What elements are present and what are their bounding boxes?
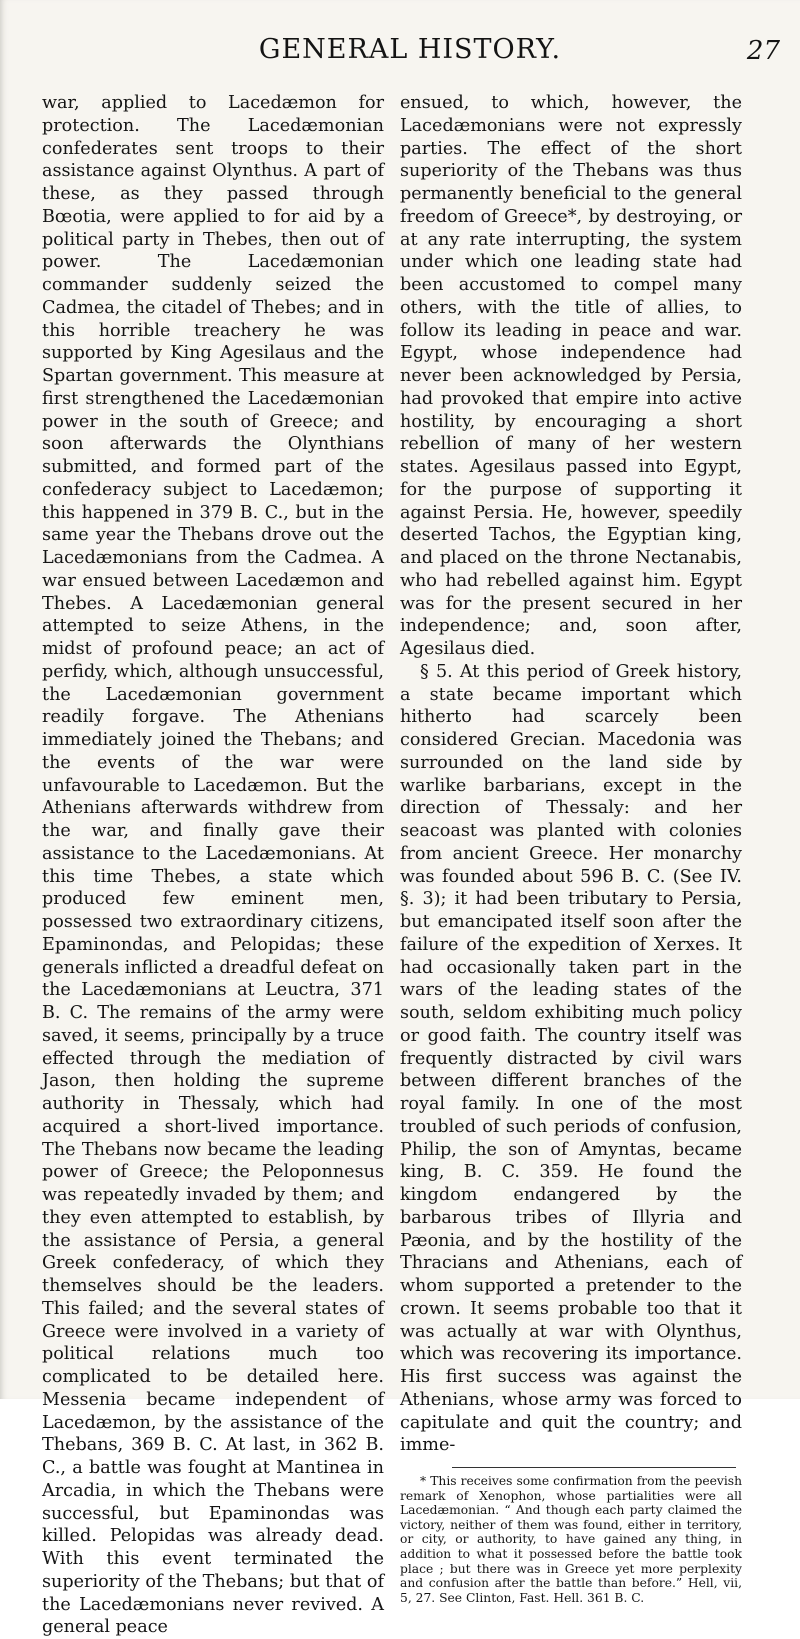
page-header bbox=[40, 34, 780, 74]
footnote-rule bbox=[452, 1467, 736, 1468]
paragraph: § 5. At this period of Greek history, a state became important which hitherto had scarcely been considered Grecian. Macedonia was surrounded on the land side by warlike barbarians, except in the direction of Thessaly: and her seacoast was planted with colonies from ancient Greece. Her monarchy was founded about 596 B. C. (See IV. §. 3); it had been tributary to Persia, but emancipated itself soon after the failure of the expedition of Xerxes. It had occasionally taken part in the wars of the leading states of the south, seldom exhibiting much policy or good faith. The country itself was frequently distracted by civil wars between different branches of the royal family. In one of the most troubled of such periods of confusion, Philip, the son of Amyntas, became king, B. C. 359. He found the kingdom endangered by the barbarous tribes of Illyria and Pæonia, and by the hostility of the Thracians and Athenians, each of whom supported a pretender to the crown. It seems probable too that it was actually at war with Olynthus, which was recovering its importance. His first success was against the Athenians, whose army was forced to capitulate and quit the country; and imme- bbox=[400, 661, 742, 1456]
paragraph: war, applied to Lacedæmon for protection. The Lacedæmonian confederates sent troops to their assistance against Olynthus. A part of these, as they passed through Bœotia, were applied to for aid by a political party in Thebes, then out of power. The Lacedæmonian commander suddenly seized the Cadmea, the citadel of Thebes; and in this horrible treachery he was supported by King Agesilaus and the Spartan government. This measure at first strengthened the Lacedæmonian power in the south of Greece; and soon afterwards the Olynthians submitted, and formed part of the confederacy subject to Lacedæmon; this happened in 379 B. C., but in the same year the Thebans drove out the Lacedæmonians from the Cadmea. A war ensued between Lacedæmon and Thebes. A Lacedæmonian general attempted to seize Athens, in the midst of profound peace; an act of perfidy, which, although unsuccessful, the Lacedæmonian government readily forgave. The Athenians immediately joined the Thebans; and the events of the war were unfavourable to Lacedæmon. But the Athenians afterwards withdrew from the war, and finally gave their assistance to the Lacedæmonians. At this time Thebes, a state which produced few eminent men, possessed two extraordinary citizens, Epaminondas, and Pelopidas; these generals inflicted a dreadful defeat on the Lacedæmonians at Leuctra, 371 B. C. The remains of the army were saved, it seems, principally by a truce effected through the mediation of Jason, then holding the supreme authority in Thessaly, which had acquired a short-lived importance. The Thebans now became the leading power of Greece; the Peloponnesus was repeatedly invaded by them; and they even attempted to establish, by the assistance of Persia, a general Greek confederacy, of which they themselves should be the leaders. This failed; and the several states of Greece were involved in a variety of political relations much too complicated to be detailed here. Messenia became independent of Lacedæmon, by the assistance of the Thebans, 369 B. C. At last, in 362 B. C., a battle was fought at Mantinea in Arcadia, in which the Thebans were successful, but Epaminondas was killed. Pelopidas was already dead. With this event terminated the superiority of the Thebans; but that of the Lacedæmonians never revived. A general peace bbox=[42, 93, 384, 1638]
footnote: * This receives some confirmation from the peevish remark of Xenophon, whose partialities were all Lacedæmonian. “ And though each party claimed the victory, neither of them was found, either in territory, or city, or authority, to have gained any thing, in addition to what it possessed before the battle took place ; but there was in Greece yet more perplexity and confusion after the battle than before.” Hell, vii, 5, 27. See Clinton, Fast. Hell. 361 B. C. bbox=[400, 1474, 742, 1605]
left-column bbox=[42, 92, 384, 1639]
right-column bbox=[400, 92, 742, 1605]
paragraph: ensued, to which, however, the Lacedæmonians were not expressly parties. The effect of the short superiority of the Thebans was thus permanently beneficial to the general freedom of Greece*, by destroying, or at any rate interrupting, the system under which one leading state had been accustomed to compel many others, with the title of allies, to follow its leading in peace and war. Egypt, whose independence had never been acknowledged by Persia, had provoked that empire into active hostility, by encouraging a short rebellion of many of her western states. Agesilaus passed into Egypt, for the purpose of supporting it against Persia. He, however, speedily deserted Tachos, the Egyptian king, and placed on the throne Nectanabis, who had rebelled against him. Egypt was for the present secured in her independence; and, soon after, Agesilaus died. bbox=[400, 93, 742, 659]
running-title: GENERAL HISTORY. bbox=[258, 34, 562, 65]
page-number: 27 bbox=[746, 36, 780, 66]
